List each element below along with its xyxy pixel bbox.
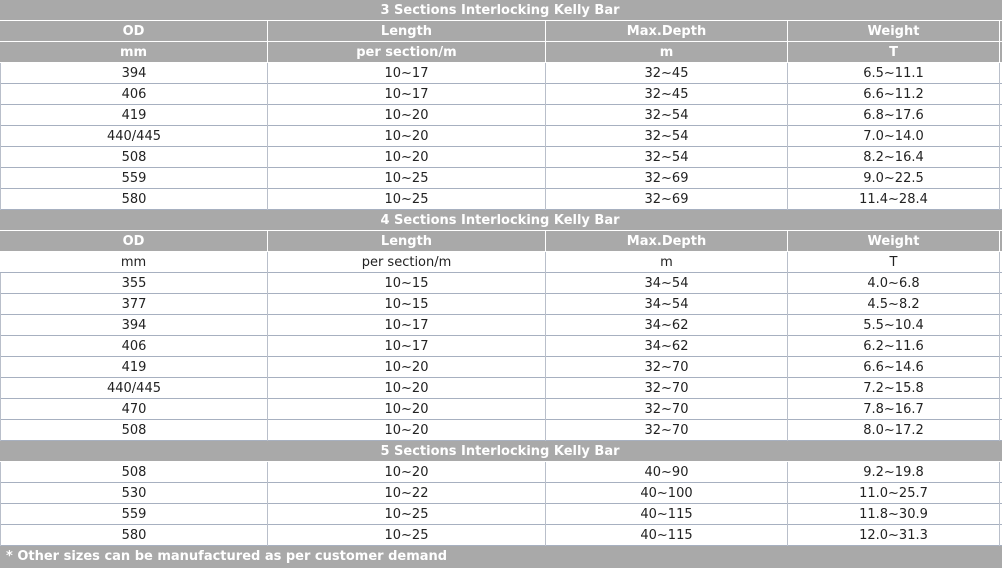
table-cell[interactable]: 32~69 — [546, 189, 788, 210]
table-row — [0, 168, 1002, 189]
table-cell[interactable]: 32~69 — [546, 168, 788, 189]
table-row — [0, 357, 1002, 378]
table-cell[interactable]: 5.5~10.4 — [788, 315, 1000, 336]
table-cell[interactable]: 10~20 — [268, 105, 546, 126]
table-cell[interactable]: 32~70 — [546, 420, 788, 441]
table-row — [0, 294, 1002, 315]
table-cell[interactable]: 580 — [0, 525, 268, 546]
table-cell[interactable]: 10~17 — [268, 336, 546, 357]
section-title-row — [0, 210, 1002, 231]
table-row — [0, 525, 1002, 546]
section-title-row — [0, 441, 1002, 462]
column-header[interactable]: OD — [0, 21, 268, 42]
table-cell[interactable]: 355 — [0, 273, 268, 294]
table-row — [0, 84, 1002, 105]
table-cell[interactable]: 10~25 — [268, 525, 546, 546]
table-cell[interactable]: 40~90 — [546, 462, 788, 483]
table-cell[interactable]: 508 — [0, 462, 268, 483]
table-row — [0, 483, 1002, 504]
table-cell[interactable]: 508 — [0, 420, 268, 441]
table-cell[interactable]: 406 — [0, 336, 268, 357]
table-row — [0, 336, 1002, 357]
table-cell[interactable]: 394 — [0, 63, 268, 84]
column-header[interactable]: Length — [268, 231, 546, 252]
table-cell[interactable]: 34~54 — [546, 273, 788, 294]
table-cell[interactable]: 10~17 — [268, 84, 546, 105]
table-cell[interactable]: 6.6~14.6 — [788, 357, 1000, 378]
table-row — [0, 378, 1002, 399]
table-cell[interactable]: 34~62 — [546, 336, 788, 357]
table-cell[interactable]: 10~20 — [268, 147, 546, 168]
table-cell[interactable]: 508 — [0, 147, 268, 168]
column-header[interactable]: Weight — [788, 231, 1000, 252]
section-title-row — [0, 0, 1002, 21]
column-header[interactable]: OD — [0, 231, 268, 252]
column-header[interactable]: Weight — [788, 21, 1000, 42]
unit-cell[interactable]: m — [546, 252, 788, 273]
table-cell[interactable]: 4.0~6.8 — [788, 273, 1000, 294]
table-cell[interactable]: 10~25 — [268, 168, 546, 189]
table-cell[interactable]: 440/445 — [0, 378, 268, 399]
table-row — [0, 315, 1002, 336]
table-cell[interactable]: 8.2~16.4 — [788, 147, 1000, 168]
section-title[interactable]: 4 Sections Interlocking Kelly Bar — [380, 213, 620, 228]
table-cell[interactable]: 10~15 — [268, 294, 546, 315]
unit-cell[interactable]: T — [788, 252, 1000, 273]
table-cell[interactable]: 32~54 — [546, 147, 788, 168]
table-row — [0, 189, 1002, 210]
table-cell[interactable]: 10~25 — [268, 504, 546, 525]
table-cell[interactable]: 394 — [0, 315, 268, 336]
table-cell[interactable]: 10~22 — [268, 483, 546, 504]
table-cell[interactable]: 32~54 — [546, 105, 788, 126]
unit-cell[interactable]: per section/m — [268, 252, 546, 273]
table-cell[interactable]: 9.2~19.8 — [788, 462, 1000, 483]
table-cell[interactable]: 470 — [0, 399, 268, 420]
table-cell[interactable]: 9.0~22.5 — [788, 168, 1000, 189]
table-cell[interactable]: 10~17 — [268, 315, 546, 336]
column-header[interactable]: Max.Depth — [546, 21, 788, 42]
table-cell[interactable]: 10~15 — [268, 273, 546, 294]
table-cell[interactable]: 11.0~25.7 — [788, 483, 1000, 504]
table-cell[interactable]: 32~45 — [546, 63, 788, 84]
table-cell[interactable]: 11.4~28.4 — [788, 189, 1000, 210]
table-cell[interactable]: 32~70 — [546, 399, 788, 420]
table-cell[interactable]: 559 — [0, 168, 268, 189]
table-cell[interactable]: 7.0~14.0 — [788, 126, 1000, 147]
table-cell[interactable]: 8.0~17.2 — [788, 420, 1000, 441]
table-cell[interactable]: 6.5~11.1 — [788, 63, 1000, 84]
table-cell[interactable]: 6.2~11.6 — [788, 336, 1000, 357]
section-title[interactable]: 5 Sections Interlocking Kelly Bar — [380, 444, 620, 459]
table-row — [0, 399, 1002, 420]
column-header[interactable]: Length — [268, 21, 546, 42]
table-row — [0, 462, 1002, 483]
table-cell[interactable]: 32~45 — [546, 84, 788, 105]
table-cell[interactable]: 10~20 — [268, 357, 546, 378]
unit-row — [0, 42, 1002, 63]
table-cell[interactable]: 419 — [0, 357, 268, 378]
footnote[interactable]: * Other sizes can be manufactured as per customer demand — [6, 549, 448, 564]
table-row — [0, 147, 1002, 168]
table-cell[interactable]: 40~115 — [546, 504, 788, 525]
unit-cell[interactable]: T — [788, 42, 1000, 63]
table-row — [0, 126, 1002, 147]
table-row — [0, 420, 1002, 441]
table-cell[interactable]: 12.0~31.3 — [788, 525, 1000, 546]
table-cell[interactable]: 10~25 — [268, 189, 546, 210]
unit-cell[interactable]: mm — [0, 252, 268, 273]
table-cell[interactable]: 10~20 — [268, 378, 546, 399]
table-cell[interactable]: 11.8~30.9 — [788, 504, 1000, 525]
table-cell[interactable]: 10~17 — [268, 63, 546, 84]
unit-row — [0, 252, 1002, 273]
unit-cell[interactable]: per section/m — [268, 42, 546, 63]
column-header-row — [0, 21, 1002, 42]
table-cell[interactable]: 10~20 — [268, 126, 546, 147]
table-cell[interactable]: 419 — [0, 105, 268, 126]
table-cell[interactable]: 7.2~15.8 — [788, 378, 1000, 399]
table-cell[interactable]: 10~20 — [268, 462, 546, 483]
unit-cell[interactable]: mm — [0, 42, 268, 63]
footnote-row — [0, 546, 1002, 568]
table-cell[interactable]: 6.8~17.6 — [788, 105, 1000, 126]
table-cell[interactable]: 580 — [0, 189, 268, 210]
table-cell[interactable]: 34~54 — [546, 294, 788, 315]
table-row — [0, 63, 1002, 84]
table-cell[interactable]: 32~70 — [546, 357, 788, 378]
table-row — [0, 504, 1002, 525]
section-title[interactable]: 3 Sections Interlocking Kelly Bar — [380, 3, 620, 18]
table-cell[interactable]: 40~115 — [546, 525, 788, 546]
table-cell[interactable]: 10~20 — [268, 399, 546, 420]
column-header[interactable]: Max.Depth — [546, 231, 788, 252]
table-cell[interactable]: 559 — [0, 504, 268, 525]
table-cell[interactable]: 6.6~11.2 — [788, 84, 1000, 105]
table-cell[interactable]: 406 — [0, 84, 268, 105]
table-cell[interactable]: 377 — [0, 294, 268, 315]
table-cell[interactable]: 440/445 — [0, 126, 268, 147]
table-cell[interactable]: 10~20 — [268, 420, 546, 441]
table-cell[interactable]: 7.8~16.7 — [788, 399, 1000, 420]
table-row — [0, 105, 1002, 126]
table-cell[interactable]: 34~62 — [546, 315, 788, 336]
table-cell[interactable]: 530 — [0, 483, 268, 504]
table-cell[interactable]: 32~70 — [546, 378, 788, 399]
column-header-row — [0, 231, 1002, 252]
unit-cell[interactable]: m — [546, 42, 788, 63]
table-cell[interactable]: 40~100 — [546, 483, 788, 504]
table-cell[interactable]: 4.5~8.2 — [788, 294, 1000, 315]
table-cell[interactable]: 32~54 — [546, 126, 788, 147]
table-row — [0, 273, 1002, 294]
